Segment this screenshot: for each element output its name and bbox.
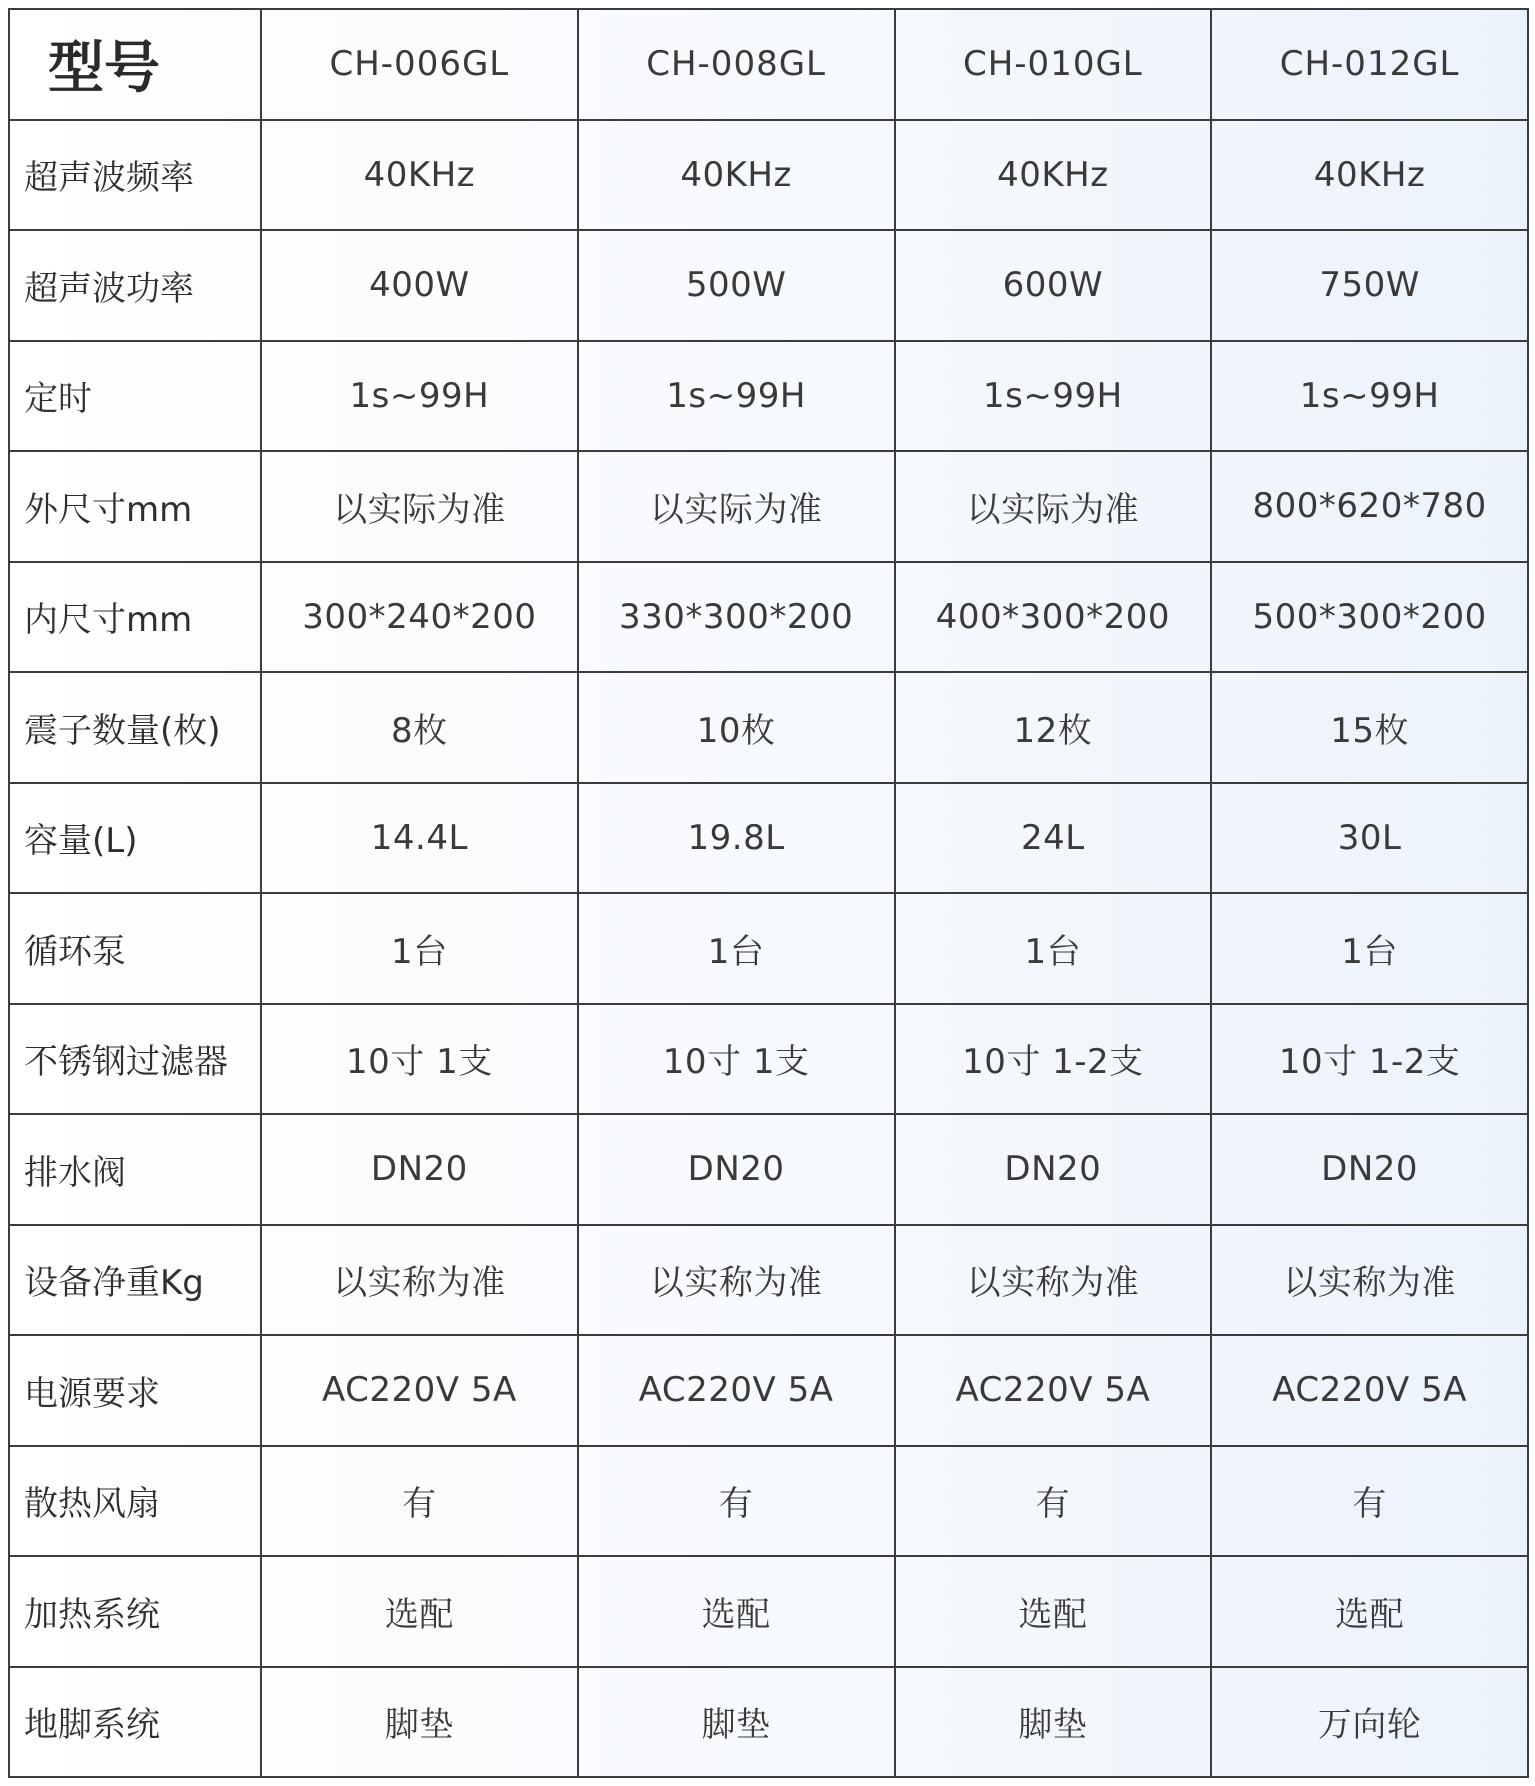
value-cell: 10寸 1-2支 [895,1004,1212,1115]
spec-table [8,8,1529,1778]
value-cell: AC220V 5A [261,1335,578,1446]
value-cell: 14.4L [261,783,578,894]
value-cell: 有 [1211,1446,1528,1557]
value-cell: DN20 [578,1114,895,1225]
value-cell: AC220V 5A [578,1335,895,1446]
row-label-cell: 设备净重Kg [9,1225,261,1336]
table-row [9,1114,1528,1225]
row-label-cell: 电源要求 [9,1335,261,1446]
table-row [9,562,1528,673]
row-label-cell: 容量(L) [9,783,261,894]
value-cell: 以实际为准 [578,451,895,562]
table-row [9,341,1528,452]
value-cell: 选配 [261,1556,578,1667]
value-cell: 以实际为准 [261,451,578,562]
table-row [9,1225,1528,1336]
value-cell: 19.8L [578,783,895,894]
row-label-cell: 外尺寸mm [9,451,261,562]
value-cell: DN20 [895,1114,1212,1225]
table-row [9,1667,1528,1778]
row-label-cell: 循环泵 [9,893,261,1004]
value-cell: 400*300*200 [895,562,1212,673]
value-cell: 以实称为准 [261,1225,578,1336]
value-cell: 24L [895,783,1212,894]
value-cell: 1台 [895,893,1212,1004]
value-cell: 有 [895,1446,1212,1557]
value-cell: 40KHz [895,120,1212,231]
table-row [9,1446,1528,1557]
value-cell: 1s~99H [895,341,1212,452]
value-cell: 750W [1211,230,1528,341]
value-cell: 400W [261,230,578,341]
table-row [9,451,1528,562]
value-cell: 万向轮 [1211,1667,1528,1778]
table-row [9,783,1528,894]
value-cell: 500W [578,230,895,341]
value-cell: 8枚 [261,672,578,783]
row-label-cell: 排水阀 [9,1114,261,1225]
value-cell: 800*620*780 [1211,451,1528,562]
model-cell: CH-012GL [1211,9,1528,120]
table-header-row [9,9,1528,120]
value-cell: 10寸 1-2支 [1211,1004,1528,1115]
table-row [9,893,1528,1004]
row-label-cell: 超声波频率 [9,120,261,231]
row-label-cell: 不锈钢过滤器 [9,1004,261,1115]
table-row [9,1004,1528,1115]
row-label-cell: 定时 [9,341,261,452]
value-cell: 30L [1211,783,1528,894]
model-cell: CH-010GL [895,9,1212,120]
value-cell: DN20 [261,1114,578,1225]
value-cell: 1s~99H [578,341,895,452]
value-cell: 10寸 1支 [261,1004,578,1115]
model-cell: CH-008GL [578,9,895,120]
value-cell: 选配 [895,1556,1212,1667]
value-cell: 脚垫 [261,1667,578,1778]
value-cell: AC220V 5A [1211,1335,1528,1446]
table-row [9,120,1528,231]
value-cell: 10枚 [578,672,895,783]
value-cell: 以实称为准 [578,1225,895,1336]
value-cell: 10寸 1支 [578,1004,895,1115]
row-label-cell: 散热风扇 [9,1446,261,1557]
spec-table-body [9,9,1528,1777]
value-cell: 500*300*200 [1211,562,1528,673]
row-label-cell: 内尺寸mm [9,562,261,673]
value-cell: 有 [261,1446,578,1557]
header-label-cell: 型号 [9,9,261,120]
value-cell: 40KHz [261,120,578,231]
value-cell: DN20 [1211,1114,1528,1225]
value-cell: 300*240*200 [261,562,578,673]
value-cell: AC220V 5A [895,1335,1212,1446]
value-cell: 1台 [261,893,578,1004]
value-cell: 1台 [1211,893,1528,1004]
row-label-cell: 震子数量(枚) [9,672,261,783]
value-cell: 以实称为准 [895,1225,1212,1336]
value-cell: 以实称为准 [1211,1225,1528,1336]
value-cell: 1s~99H [261,341,578,452]
value-cell: 600W [895,230,1212,341]
row-label-cell: 地脚系统 [9,1667,261,1778]
table-row [9,1556,1528,1667]
value-cell: 脚垫 [578,1667,895,1778]
value-cell: 脚垫 [895,1667,1212,1778]
value-cell: 40KHz [578,120,895,231]
model-cell: CH-006GL [261,9,578,120]
value-cell: 有 [578,1446,895,1557]
value-cell: 选配 [578,1556,895,1667]
table-row [9,672,1528,783]
value-cell: 12枚 [895,672,1212,783]
value-cell: 330*300*200 [578,562,895,673]
value-cell: 以实际为准 [895,451,1212,562]
value-cell: 40KHz [1211,120,1528,231]
row-label-cell: 加热系统 [9,1556,261,1667]
value-cell: 1s~99H [1211,341,1528,452]
value-cell: 1台 [578,893,895,1004]
table-row [9,230,1528,341]
value-cell: 选配 [1211,1556,1528,1667]
value-cell: 15枚 [1211,672,1528,783]
row-label-cell: 超声波功率 [9,230,261,341]
table-row [9,1335,1528,1446]
